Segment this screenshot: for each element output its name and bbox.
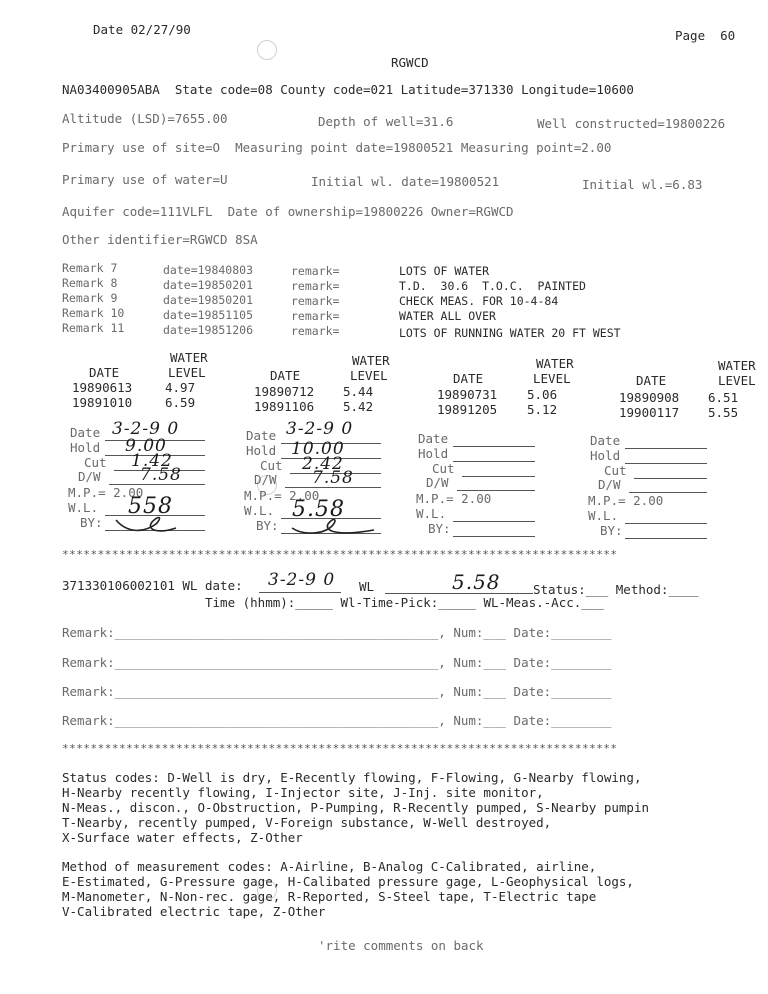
col-header-water: WATER <box>536 356 574 371</box>
col-header-level: LEVEL <box>350 368 388 383</box>
level-date: 19890731 <box>437 387 498 402</box>
by-field-line <box>453 536 535 537</box>
level-value: 5.55 <box>708 405 739 420</box>
level-value: 5.06 <box>527 387 558 402</box>
remark-entry-line: Remark:___________________________________________, Num:___ Date:________ <box>62 713 612 728</box>
wl-entry-id: 371330106002101 WL date: <box>62 578 243 593</box>
altitude: Altitude (LSD)=7655.00 <box>62 111 228 126</box>
form-date-value[interactable]: 3-2-9 0 <box>112 419 180 439</box>
primary-use-site: Primary use of site=O Measuring point date=19800521 Measuring point=2.00 <box>62 140 612 155</box>
cut-field-line <box>462 476 535 477</box>
wl-date-field-line <box>259 592 341 593</box>
wl-date-value[interactable]: 3-2-9 0 <box>268 570 336 590</box>
punch-hole <box>257 40 277 60</box>
form-wl-value[interactable]: 558 <box>128 494 173 519</box>
wl-field-line <box>625 523 707 524</box>
level-date: 19890613 <box>72 380 133 395</box>
level-value: 6.51 <box>708 390 739 405</box>
form-hold-value[interactable]: 9.00 <box>125 436 167 456</box>
col-header-date: DATE <box>453 371 484 386</box>
wl-field-line <box>453 521 535 522</box>
col-header-date: DATE <box>636 373 667 388</box>
col-header-level: LEVEL <box>718 373 756 388</box>
form-dw-value[interactable]: 7.58 <box>312 468 354 488</box>
other-identifier: Other identifier=RGWCD 8SA <box>62 232 258 247</box>
initials-signature <box>288 512 378 538</box>
level-date: 19890712 <box>254 384 315 399</box>
initials-signature <box>112 512 182 536</box>
page-number: Page 60 <box>675 28 736 43</box>
status-method-fields: Status:___ Method:____ <box>533 582 699 597</box>
hold-field-line <box>625 463 707 464</box>
by-field-line <box>625 538 707 539</box>
level-date: 19900117 <box>619 405 680 420</box>
initial-wl-date: Initial wl. date=19800521 <box>311 174 500 189</box>
form-cut-value[interactable]: 1.42 <box>131 451 173 471</box>
level-value: 6.59 <box>165 395 196 410</box>
col-header-date: DATE <box>89 365 120 380</box>
level-date: 19890908 <box>619 390 680 405</box>
document-page: Date 02/27/90 Page 60 RGWCD NA03400905ABA State code=08 County code=021 Latitude=371330 Longitude=10600 Altitude (LSD)=7655.00 Depth of well=31.6 Well constructed=19800226 Primary use of site=O Measuring point date=19800521 Measuring point=2.00 Primary use of water=U Initial wl. date=19800521 Initial wl.=6.83 Aquifer code=111VLFL Date of ownership=19800226 Owner=RGWCD Other identifier=RGWCD 8SA Remark 7 date=19840803 remark= LOTS OF WATER Remark 8 date=19850201 remark= T.D. 30.6 T.O.C. PAINTED Remark 9 date=19850201 remark= CHECK MEAS. FOR 10-4-84 Remark 10 date=19851105 remark= WATER ALL OVER Remark 11 date=19851206 remark= LOTS OF RUNNING WATER 20 FT WEST WATER DATE LEVEL 19890613 4.97 19891010 6.59 WATER DATE LEVEL 19890712 5.44 19891106 5.42 WATER DATE LEVEL 19890731 5.06 19891205 5.12 WATER DATE LEVEL 19890908 6.51 19900117 5.55 Date 3-2-9 0 Hold 9.00 Cut 1.42 D/W 7.58 M.P.= 2.00 W.L. 558 BY: Date 3-2-9 0 Hold 10.00 Cut 2.42 D/W 7.58 M.P.= 2.00 W.L. 5.58 BY: Date Hold Cut D/W M.P.= 2.00 W.L. BY: Date Hold Cut D/W M.P.= 2.00 W.L. BY: ****************************************************************************** 371330106002101 WL date: 3-2-9 0 WL 5.58 Status:___ Method:____ Time (hhmm):_____ Wl-Time-Pick:_____ WL-Meas.-Acc.___ Remark:___________________________________________, Num:___ Date:________ Remark:___________________________________________, Num:___ Date:________ Remark:___________________________________________, Num:___ Date:________ Remark:___________________________________________, Num:___ Date:________ ****************************************************************************** Status codes: D-Well is dry, E-Recently flowing, F-Flowing, G-Nearby flowing, H-Nearby recently flowing, I-Injector site, J-Inj. site monitor, N-Meas., discon., O-Obstruction, P-Pumping, R-Recently pumped, S-Nearby pumpin T-Nearby, recently pumped, V-Foreign substance, W-Well destroyed, X-Surface water effects, Z-Other Method of measurement codes: A-Airline, B-Analog C-Calibrated, airline, E-Estimated, G-Pressure gage, H-Calibated pressure gage, L-Geophysical logs, M-Manometer, N-Non-rec. gage, R-Reported, S-Steel tape, T-Electric tape V-Calibrated electric tape, Z-Other 'rite comments on back <box>62 22 756 953</box>
col-header-level: LEVEL <box>533 371 571 386</box>
initial-wl: Initial wl.=6.83 <box>582 177 703 192</box>
date-field-line <box>453 446 535 447</box>
wl-value[interactable]: 5.58 <box>452 570 501 594</box>
level-date: 19891106 <box>254 399 315 414</box>
separator-line: ****************************************************************************** <box>62 742 618 755</box>
time-pick-fields: Time (hhmm):_____ Wl-Time-Pick:_____ WL-Meas.-Acc.___ <box>205 595 604 610</box>
aquifer-line: Aquifer code=111VLFL Date of ownership=19800226 Owner=RGWCD <box>62 204 514 219</box>
agency-title: RGWCD <box>391 55 429 70</box>
form-cut-value[interactable]: 2.42 <box>302 454 344 474</box>
level-date: 19891205 <box>437 402 498 417</box>
level-value: 5.44 <box>343 384 374 399</box>
date-field-line <box>625 448 707 449</box>
remark-entry-line: Remark:___________________________________________, Num:___ Date:________ <box>62 684 612 699</box>
remark-entry-line: Remark:___________________________________________, Num:___ Date:________ <box>62 625 612 640</box>
form-hold-value[interactable]: 10.00 <box>291 439 345 459</box>
col-header-level: LEVEL <box>168 365 206 380</box>
level-value: 4.97 <box>165 380 196 395</box>
well-constructed: Well constructed=19800226 <box>537 116 726 131</box>
form-date-value[interactable]: 3-2-9 0 <box>286 419 354 439</box>
remark-entry-line: Remark:___________________________________________, Num:___ Date:________ <box>62 655 612 670</box>
col-header-date: DATE <box>270 368 301 383</box>
hold-field-line <box>453 461 535 462</box>
col-header-water: WATER <box>352 353 390 368</box>
level-value: 5.42 <box>343 399 374 414</box>
separator-line: ****************************************************************************** <box>62 548 618 561</box>
cut-field-line <box>634 478 707 479</box>
primary-use-water: Primary use of water=U <box>62 172 228 187</box>
form-dw-value[interactable]: 7.58 <box>140 465 182 485</box>
report-date: Date 02/27/90 <box>93 22 191 37</box>
wl-label: WL <box>359 579 375 594</box>
well-depth: Depth of well=31.6 <box>318 114 454 129</box>
level-date: 19891010 <box>72 395 133 410</box>
col-header-water: WATER <box>718 358 756 373</box>
site-id-line: NA03400905ABA State code=08 County code=021 Latitude=371330 Longitude=10600 <box>62 82 634 97</box>
col-header-water: WATER <box>170 350 208 365</box>
level-value: 5.12 <box>527 402 558 417</box>
form-wl-value[interactable]: 5.58 <box>292 497 345 522</box>
footer-note: 'rite comments on back <box>318 938 484 953</box>
